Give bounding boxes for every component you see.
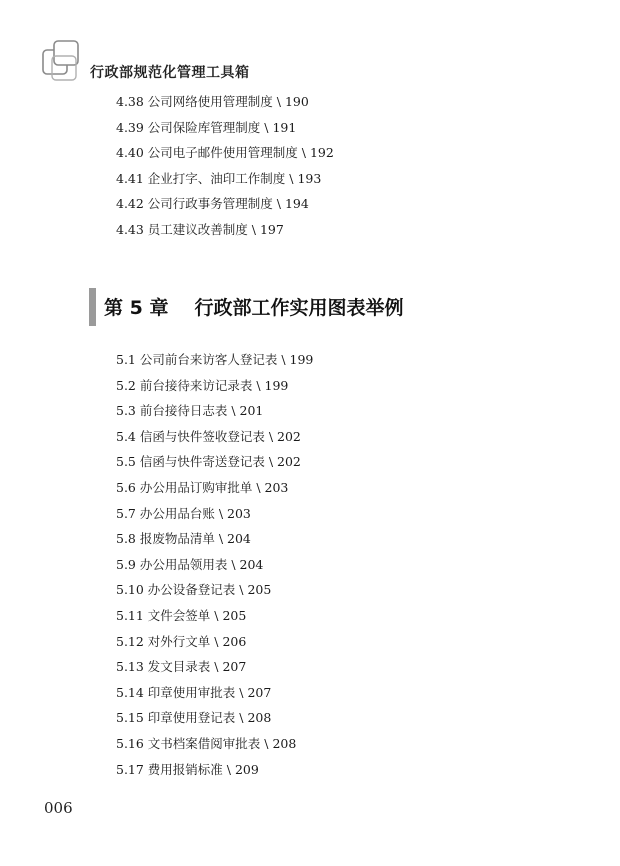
- toc-entry: 4.39 公司保险库管理制度 \ 191: [116, 119, 297, 135]
- toc-entry: 4.38 公司网络使用管理制度 \ 190: [116, 94, 309, 109]
- toc-entry: 5.14 印章使用审批表 \ 207: [116, 684, 272, 700]
- toc-entry: 5.9 办公用品领用表 \ 204: [116, 556, 264, 572]
- toc-entry: 5.3 前台接待日志表 \ 201: [116, 403, 264, 419]
- toc-list-section-4: [116, 89, 334, 243]
- toc-entry: 5.11 文件会签单 \ 205: [116, 607, 247, 623]
- toc-entry: 5.2 前台接待来访记录表 \ 199: [116, 377, 289, 393]
- page-header-title: 行政部规范化管理工具箱: [90, 65, 250, 81]
- toc-entry: 5.5 信函与快件寄送登记表 \ 202: [116, 454, 301, 470]
- chapter-number: 第 5 章: [104, 297, 169, 319]
- toc-entry: 5.17 费用报销标准 \ 209: [116, 761, 259, 777]
- toc-entry: 5.7 办公用品台账 \ 203: [116, 505, 251, 521]
- toc-entry: 5.16 文书档案借阅审批表 \ 208: [116, 735, 297, 751]
- toc-entry: 5.6 办公用品订购审批单 \ 203: [116, 479, 289, 495]
- toc-list-chapter-5: [116, 347, 313, 782]
- page-number: 006: [44, 799, 73, 817]
- toc-entry: 4.43 员工建议改善制度 \ 197: [116, 221, 284, 237]
- toc-entry: 5.4 信函与快件签收登记表 \ 202: [116, 428, 301, 444]
- toc-entry: 5.12 对外行文单 \ 206: [116, 633, 247, 649]
- toc-entry: 5.10 办公设备登记表 \ 205: [116, 582, 272, 598]
- toc-entry: 5.15 印章使用登记表 \ 208: [116, 710, 272, 726]
- chapter-marker-bar: [89, 288, 96, 326]
- toc-entry: 4.40 公司电子邮件使用管理制度 \ 192: [116, 145, 334, 161]
- toc-entry: 4.41 企业打字、油印工作制度 \ 193: [116, 170, 322, 186]
- chapter-heading: [104, 293, 403, 320]
- overlapping-squares-icon: [40, 38, 86, 84]
- toc-entry: 5.1 公司前台来访客人登记表 \ 199: [116, 352, 314, 367]
- toc-entry: 5.13 发文目录表 \ 207: [116, 659, 247, 675]
- toc-entry: 4.42 公司行政事务管理制度 \ 194: [116, 196, 309, 212]
- chapter-title: 行政部工作实用图表举例: [194, 297, 404, 319]
- toc-entry: 5.8 报废物品清单 \ 204: [116, 531, 251, 547]
